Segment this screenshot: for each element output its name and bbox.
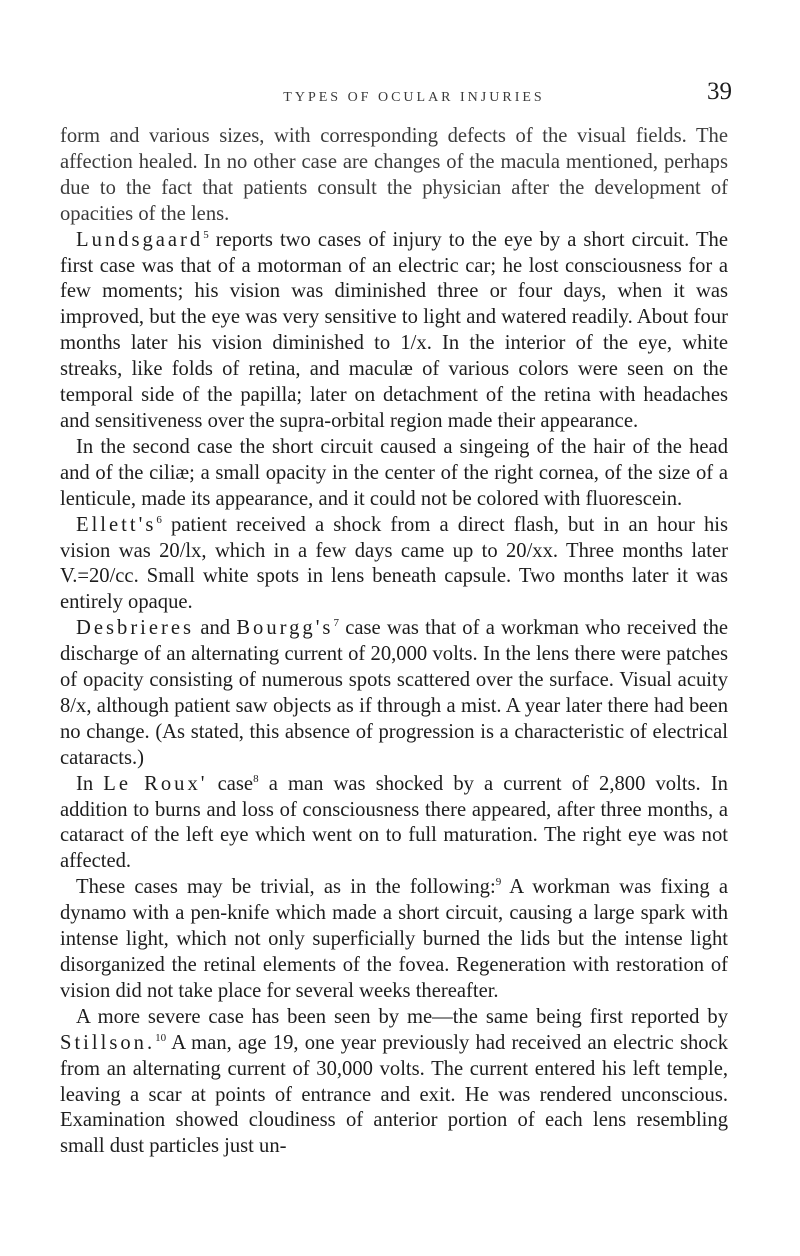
paragraph-2 [60,228,728,435]
body-text [60,124,728,1160]
case-word: case [207,772,254,795]
paragraph-text: A workman was fixing a dynamo with a pen-knife which made a short circuit, causing a large spark with intense light, which not only superficially burned the lids but the intense light disorganized the retinal elements of the fovea. Regeneration with restoration of vision did not take place for several weeks thereafter. [60,876,729,1002]
author-name: Stillson. [60,1031,156,1054]
paragraph-text: A man, age 19, one year previously had received an electric shock from an alternating current of 30,000 volts. The current entered his left temple, leaving a scar at points of entrance and exit. He was rendered unconscious. Examination showed cloudiness of anterior portion of each lens resembling small dust particles just un- [60,1031,728,1158]
paragraph-text: In the second case the short circuit caused a singeing of the hair of the head and of the ciliæ; a small opacity in the center of the right cornea, of the size of a lenticule, made its appearance, and it could not be colored with fluorescein. [60,435,728,510]
author-name: Lundsgaard [76,228,204,251]
author-name: Ellett's [76,513,157,536]
paragraph-text: A more severe case has been seen by me—the same being first reported by [76,1005,728,1028]
author-name: Desbrieres [76,617,195,640]
paragraph-text: These cases may be trivial, as in the following: [76,876,496,899]
footnote-ref: 5 [203,228,209,241]
paragraph-4 [60,513,728,617]
page-header [96,78,732,114]
paragraph-3 [60,435,728,513]
paragraph-7 [60,875,728,1005]
paragraph-1 [60,124,728,228]
footnote-ref: 8 [253,772,259,785]
paragraph-text: form and various sizes, with corresponding defects of the visual fields. The affection healed. In no other case are changes of the macula mentioned, perhaps due to the fact that patients consult the physician after the development of opacities of the lens. [60,125,728,225]
paragraph-text: patient received a shock from a direct flash, but in an hour his vision was 20/lx, which in a few days came up to 20/xx. Three months later V.=20/cc. Small white spots in lens beneath capsule. Two months later it was entirely opaque. [60,513,728,614]
paragraph-text: reports two cases of injury to the eye by a short circuit. The first case was that of a motorman of an electric car; he lost consciousness for a few moments; his vision was diminished three or four days, when it was improved, but the eye was very sensitive to light and watered readily. About four months later his vision diminished to 1/x. In the interior of the eye, white streaks, like folds of retina, and maculæ of various colors were seen on the temporal side of the papilla; later on detachment of the retina with headaches and sensitiveness over the supra-orbital region made their appearance. [60,228,728,432]
conjunction: and [194,617,237,640]
footnote-ref: 9 [495,876,502,889]
paragraph-text: a man was shocked by a current of 2,800 volts. In addition to burns and loss of consciousness there appeared, after three months, a cataract of the left eye which went on to full maturation. The right eye was not affected. [60,772,728,873]
paragraph-8 [60,1005,728,1160]
footnote-ref: 10 [155,1031,167,1044]
footnote-ref: 7 [333,617,339,630]
paragraph-prefix: In [76,772,104,795]
footnote-ref: 6 [156,513,162,526]
running-head: TYPES OF OCULAR INJURIES [283,90,545,105]
author-name: Le Roux' [103,772,208,795]
author-name: Bourgg's [236,617,334,640]
page-number: 39 [707,78,732,105]
paragraph-5 [60,616,728,771]
paragraph-text: case was that of a workman who received the discharge of an alternating current of 20,000 volts. In the lens there were patches of opacity consisting of numerous spots scattered over the surface. Visual acuity 8/x, although patient saw objects as if through a mist. A year later there had been no change. (As stated, this absence of progression is a characteristic of electrical cataracts.) [60,617,729,769]
paragraph-6 [60,772,728,876]
